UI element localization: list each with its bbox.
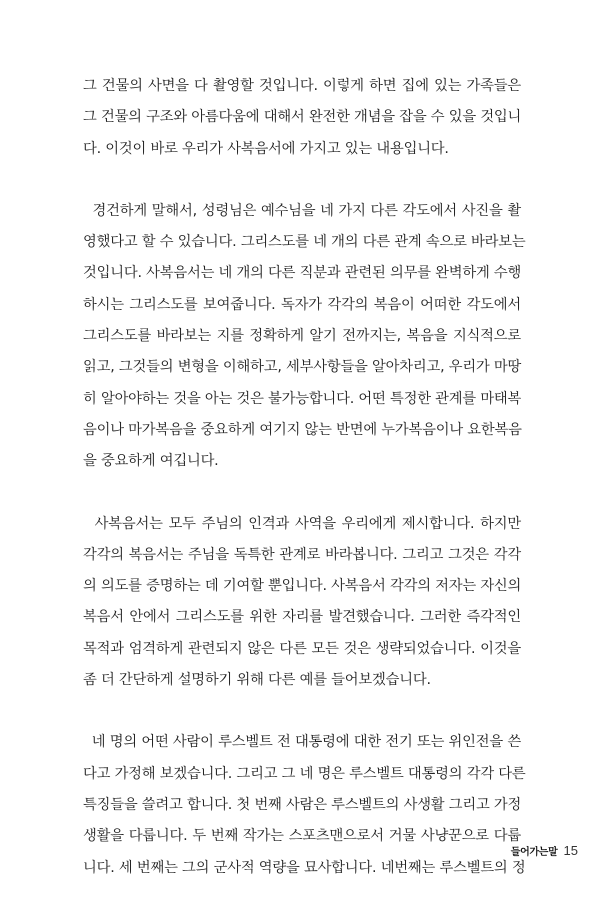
paragraph-2 [83, 196, 526, 478]
text-line: 읽고, 그것들의 변형을 이해하고, 세부사항들을 알아차리고, 우리가 마땅 [83, 359, 522, 376]
text-line: 그 건물의 사면을 다 촬영할 것입니다. 이렇게 하면 집에 있는 가족들은 [83, 78, 521, 94]
text-line: 목적과 엄격하게 관련되지 않은 다른 모든 것은 생략되었습니다. 이것을 [83, 640, 521, 657]
text-line: 생활을 다룹니다. 두 번째 작가는 스포츠맨으로서 거물 사냥꾼으로 다룹 [83, 828, 521, 845]
text-line: 네 명의 어떤 사람이 루스벨트 전 대통령에 대한 전기 또는 위인전을 쓴 [83, 734, 521, 751]
text-line: 의 의도를 증명하는 데 기여할 뿐입니다. 사복음서 각각의 저자는 자신의 [83, 578, 522, 595]
text-line: 사복음서는 모두 주님의 인격과 사역을 우리에게 제시합니다. 하지만 [83, 515, 521, 532]
text-line: 영했다고 할 수 있습니다. 그리스도를 네 개의 다른 관계 속으로 바라보는 [83, 234, 526, 251]
page-number: 15 [563, 843, 578, 858]
text-line: 각각의 복음서는 주님을 독특한 관계로 바라봅니다. 그리고 그것은 각각 [83, 546, 521, 563]
text-line: 것입니다. 사복음서는 네 개의 다른 직분과 관련된 의무를 완벽하게 수행 [83, 265, 522, 282]
text-line: 그 건물의 구조와 아름다움에 대해서 완전한 개념을 잡을 수 있을 것입니 [83, 109, 522, 126]
page-footer [511, 843, 578, 858]
page-body [83, 71, 526, 884]
text-line: 경건하게 말해서, 성령님은 예수님을 네 가지 다른 각도에서 사진을 촬 [83, 202, 521, 219]
text-line: 을 중요하게 여깁니다. [83, 453, 219, 470]
chapter-label: 들어가는말 [510, 847, 558, 858]
text-line: 특징들을 쓸려고 합니다. 첫 번째 사람은 루스벨트의 사생활 그리고 가정 [83, 796, 522, 813]
text-line: 니다. 세 번째는 그의 군사적 역량을 묘사합니다. 네번째는 루스벨트의 정 [83, 859, 526, 876]
text-line: 음이나 마가복음을 중요하게 여기지 않는 반면에 누가복음이나 요한복음 [83, 421, 522, 438]
text-line: 다. 이것이 바로 우리가 사복음서에 가지고 있는 내용입니다. [83, 140, 449, 157]
text-line: 다고 가정해 보겠습니다. 그리고 그 네 명은 루스벨트 대통령의 각각 다른 [83, 765, 526, 782]
paragraph-3 [83, 509, 521, 697]
text-line: 히 알아야하는 것을 아는 것은 불가능합니다. 어떤 특정한 관계를 마태복 [83, 390, 522, 407]
paragraph-4 [83, 727, 526, 883]
text-line: 하시는 그리스도를 보여줍니다. 독자가 각각의 복음이 어떠한 각도에서 [83, 296, 521, 313]
text-line: 좀 더 간단하게 설명하기 위해 다른 예를 들어보겠습니다. [83, 672, 431, 689]
text-line: 복음서 안에서 그리스도를 위한 자리를 발견했습니다. 그러한 즉각적인 [83, 609, 521, 626]
paragraph-1 [83, 71, 521, 165]
text-line: 그리스도를 바라보는 지를 정확하게 알기 전까지는, 복음을 지식적으로 [83, 328, 521, 345]
